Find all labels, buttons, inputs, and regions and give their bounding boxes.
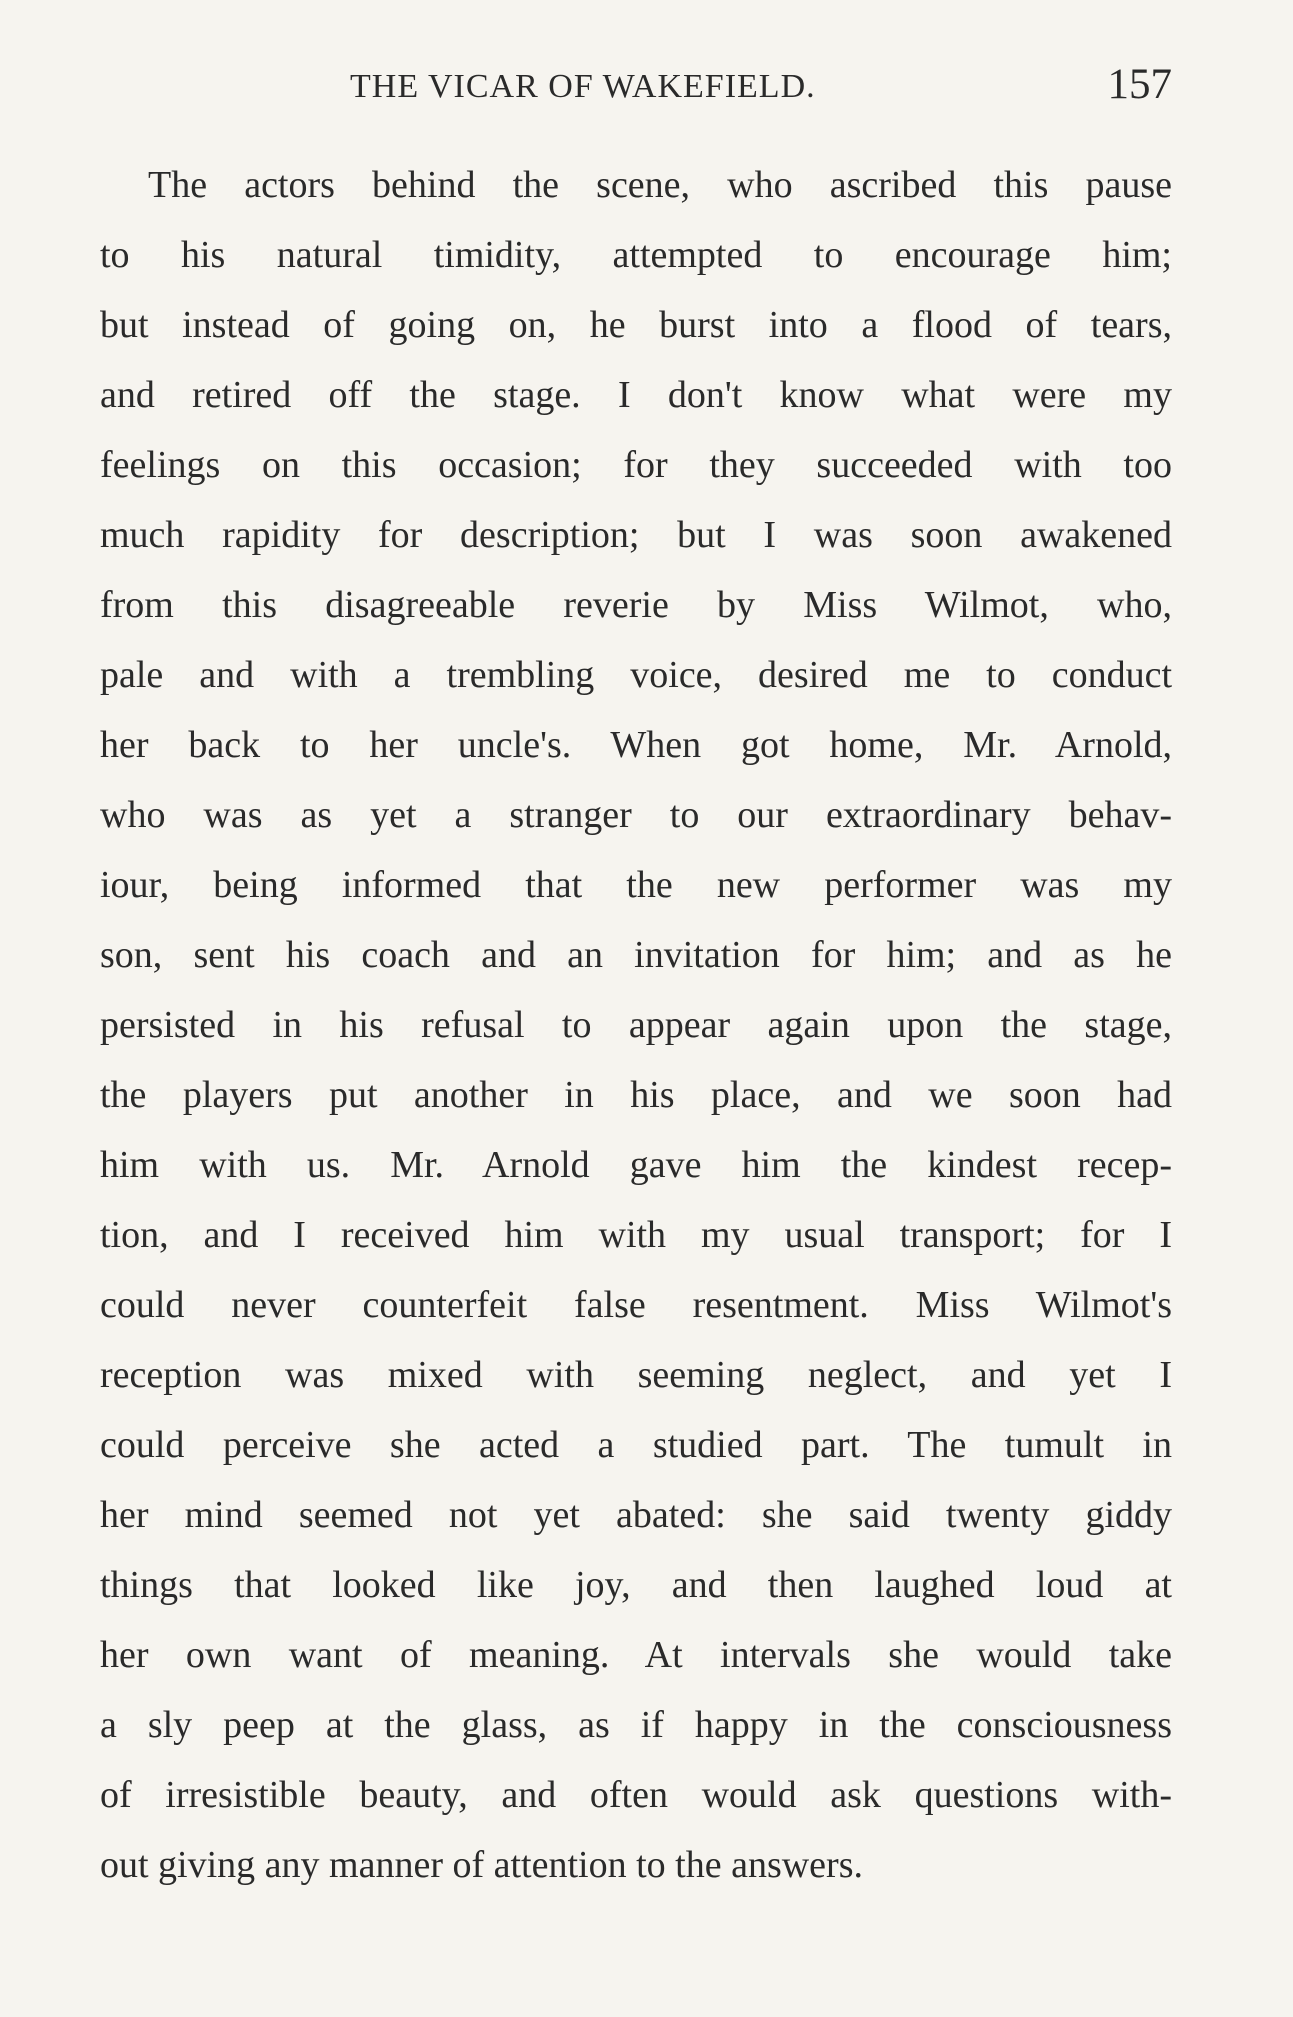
text-line: could never counterfeit false resentment. Miss Wilmot's [100, 1284, 1172, 1326]
text-line: from this disagreeable reverie by Miss Wilmot, who, [100, 584, 1172, 626]
text-line: and retired off the stage. I don't know what were my [100, 374, 1172, 416]
text-line: her own want of meaning. At intervals she would take [100, 1634, 1172, 1676]
running-title: THE VICAR OF WAKEFIELD. [350, 68, 816, 105]
text-line: her back to her uncle's. When got home, Mr. Arnold, [100, 724, 1172, 766]
text-line: much rapidity for description; but I was soon awakened [100, 514, 1172, 556]
text-line: persisted in his refusal to appear again upon the stage, [100, 1004, 1172, 1046]
text-line: of irresistible beauty, and often would ask questions with- [100, 1774, 1172, 1816]
text-line: tion, and I received him with my usual transport; for I [100, 1214, 1172, 1256]
text-line: a sly peep at the glass, as if happy in the consciousness [100, 1704, 1172, 1746]
text-line: iour, being informed that the new performer was my [100, 864, 1172, 906]
text-line: to his natural timidity, attempted to encourage him; [100, 234, 1172, 276]
text-line: the players put another in his place, and we soon had [100, 1074, 1172, 1116]
text-line: The actors behind the scene, who ascribed this pause [148, 164, 1172, 206]
text-line: him with us. Mr. Arnold gave him the kindest recep- [100, 1144, 1172, 1186]
text-line: who was as yet a stranger to our extraordinary behav- [100, 794, 1172, 836]
text-line: son, sent his coach and an invitation for him; and as he [100, 934, 1172, 976]
text-line: feelings on this occasion; for they succeeded with too [100, 444, 1172, 486]
text-line: but instead of going on, he burst into a flood of tears, [100, 304, 1172, 346]
text-line: out giving any manner of attention to the answers. [100, 1844, 863, 1886]
text-line: could perceive she acted a studied part. The tumult in [100, 1424, 1172, 1466]
body-text [100, 150, 1172, 1900]
text-line: pale and with a trembling voice, desired me to conduct [100, 654, 1172, 696]
text-line: things that looked like joy, and then laughed loud at [100, 1564, 1172, 1606]
running-head [100, 60, 1172, 110]
page-number: 157 [1107, 61, 1172, 108]
text-line: reception was mixed with seeming neglect, and yet I [100, 1354, 1172, 1396]
text-line: her mind seemed not yet abated: she said twenty giddy [100, 1494, 1172, 1536]
